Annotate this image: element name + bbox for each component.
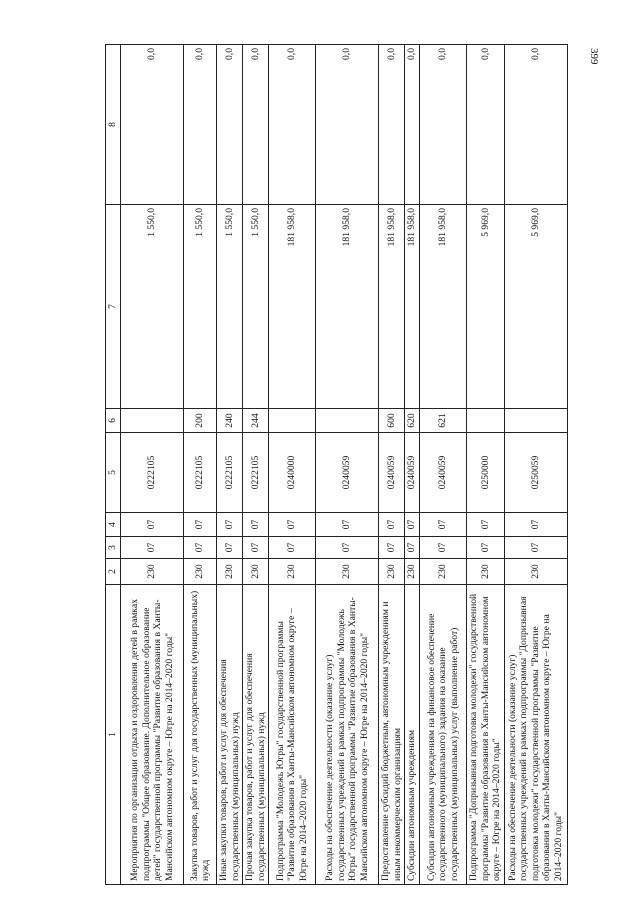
- table-cell: 0240059: [420, 433, 467, 513]
- row-name-cell: Иные закупки товаров, работ и услуг для обеспечения государственных (муниципальных) нужд: [217, 585, 243, 885]
- table-cell: 0240000: [269, 433, 316, 513]
- table-row: [217, 45, 243, 885]
- table-cell: 0222105: [243, 433, 269, 513]
- row-name-cell: Расходы на обеспечение деятельности (оказание услуг) государственных учреждений в рамках подпрограммы "Допризывная подготовка молодежи" государственной программы "Развитие образования в Ханты-Мансийском автономном округе – Югре на 2014–2020 годы": [504, 585, 567, 885]
- table-row: [504, 45, 567, 885]
- table-cell: 07: [405, 513, 420, 537]
- table-cell: 621: [420, 409, 467, 433]
- table-cell: 07: [504, 537, 567, 559]
- table-cell: 230: [467, 559, 505, 585]
- table-cell: 230: [269, 559, 316, 585]
- budget-table-sheet: [105, 45, 620, 885]
- table-cell: 230: [316, 559, 379, 585]
- table-cell: 07: [420, 537, 467, 559]
- table-cell: 07: [243, 513, 269, 537]
- table-cell: 200: [184, 409, 217, 433]
- table-cell: 07: [316, 537, 379, 559]
- table-cell: 230: [504, 559, 567, 585]
- table-cell: 230: [184, 559, 217, 585]
- table-cell: 07: [269, 513, 316, 537]
- table-cell: 07: [379, 537, 405, 559]
- header-cell: 3: [106, 537, 121, 559]
- table-cell: 0,0: [405, 45, 420, 205]
- row-name-cell: Подпрограмма "Молодежь Югры" государственной программы "Развитие образования в Ханты-Мансийском автономном округе – Югре на 2014–2020 годы": [269, 585, 316, 885]
- table-cell: 0240059: [405, 433, 420, 513]
- table-cell: 07: [467, 537, 505, 559]
- row-name-cell: Субсидии автономным учреждениям: [405, 585, 420, 885]
- table-cell: 1 550,0: [121, 205, 184, 409]
- table-cell: [121, 409, 184, 433]
- page-number: 399: [588, 48, 600, 65]
- table-cell: 1 550,0: [217, 205, 243, 409]
- table-cell: 0,0: [121, 45, 184, 205]
- table-cell: 0,0: [243, 45, 269, 205]
- table-cell: 07: [420, 513, 467, 537]
- table-cell: 07: [184, 513, 217, 537]
- table-cell: 240: [217, 409, 243, 433]
- table-cell: [316, 409, 379, 433]
- table-cell: 0,0: [504, 45, 567, 205]
- table-row: [467, 45, 505, 885]
- header-cell: 4: [106, 513, 121, 537]
- table-cell: 07: [184, 537, 217, 559]
- table-cell: 07: [316, 513, 379, 537]
- table-cell: 181 958,0: [269, 205, 316, 409]
- table-cell: 230: [420, 559, 467, 585]
- table-cell: 07: [121, 513, 184, 537]
- table-row: [405, 45, 420, 885]
- table-cell: 244: [243, 409, 269, 433]
- table-cell: 0222105: [121, 433, 184, 513]
- table-cell: 07: [269, 537, 316, 559]
- table-cell: 07: [379, 513, 405, 537]
- table-cell: [467, 409, 505, 433]
- table-cell: 0,0: [184, 45, 217, 205]
- header-cell: 7: [106, 205, 121, 409]
- table-cell: 230: [121, 559, 184, 585]
- table-cell: 230: [217, 559, 243, 585]
- table-row: [121, 45, 184, 885]
- table-cell: 0,0: [217, 45, 243, 205]
- table-cell: 07: [243, 537, 269, 559]
- table-cell: 600: [379, 409, 405, 433]
- row-name-cell: Подпрограмма "Допризывная подготовка молодежи" государственной программы "Развитие образования в Ханты-Мансийском автономном округе – Югре на 2014–2020 годы": [467, 585, 505, 885]
- table-cell: 620: [405, 409, 420, 433]
- table-cell: 1 550,0: [243, 205, 269, 409]
- table-row: [243, 45, 269, 885]
- table-cell: 181 958,0: [379, 205, 405, 409]
- row-name-cell: Мероприятия по организации отдыха и оздоровления детей в рамках подпрограммы "Общее образование. Дополнительное образование детей" государственной программы "Развитие образования в Ханты-Мансийском автономном округе – Югре на 2014–2020 годы": [121, 585, 184, 885]
- header-cell: 5: [106, 433, 121, 513]
- table-cell: 07: [405, 537, 420, 559]
- table-cell: 0,0: [467, 45, 505, 205]
- table-cell: 230: [379, 559, 405, 585]
- table-cell: 0,0: [420, 45, 467, 205]
- table-cell: 07: [121, 537, 184, 559]
- table-cell: 07: [217, 537, 243, 559]
- table-cell: 230: [243, 559, 269, 585]
- header-cell: 6: [106, 409, 121, 433]
- row-name-cell: Субсидии автономным учреждениям на финансовое обеспечение государственного (муниципального) задания на оказание государственных (муниципальных) услуг (выполнение работ): [420, 585, 467, 885]
- table-cell: 0222105: [217, 433, 243, 513]
- table-cell: 0240059: [316, 433, 379, 513]
- budget-table: [105, 44, 568, 885]
- header-cell: 2: [106, 559, 121, 585]
- table-row: [269, 45, 316, 885]
- header-cell: 1: [106, 585, 121, 885]
- table-cell: 181 958,0: [405, 205, 420, 409]
- row-name-cell: Расходы на обеспечение деятельности (оказание услуг) государственных учреждений в рамках подпрограммы "Молодежь Югры" государственной программы "Развитие образования в Ханты-Мансийском автономном округе – Югре на 2014–2020 годы": [316, 585, 379, 885]
- row-name-cell: Закупка товаров, работ и услуг для государственных (муниципальных) нужд: [184, 585, 217, 885]
- row-name-cell: Прочая закупка товаров, работ и услуг для обеспечения государственных (муниципальных) нужд: [243, 585, 269, 885]
- table-row: [316, 45, 379, 885]
- table-cell: 0,0: [269, 45, 316, 205]
- table-cell: 0,0: [379, 45, 405, 205]
- table-row: [184, 45, 217, 885]
- header-cell: 8: [106, 45, 121, 205]
- table-cell: 07: [217, 513, 243, 537]
- row-name-cell: Предоставление субсидий бюджетным, автономным учреждениям и иным некоммерческим организациям: [379, 585, 405, 885]
- table-cell: [504, 409, 567, 433]
- table-row: [420, 45, 467, 885]
- table-cell: 0,0: [316, 45, 379, 205]
- table-cell: 5 969,0: [504, 205, 567, 409]
- table-cell: 07: [467, 513, 505, 537]
- table-cell: 181 958,0: [420, 205, 467, 409]
- table-cell: 181 958,0: [316, 205, 379, 409]
- table-cell: 07: [504, 513, 567, 537]
- table-cell: 230: [405, 559, 420, 585]
- table-cell: 0250000: [467, 433, 505, 513]
- table-cell: 1 550,0: [184, 205, 217, 409]
- table-cell: 0240059: [379, 433, 405, 513]
- table-cell: [269, 409, 316, 433]
- table-cell: 0222105: [184, 433, 217, 513]
- header-row: [106, 45, 121, 885]
- table-row: [379, 45, 405, 885]
- table-cell: 5 969,0: [467, 205, 505, 409]
- table-cell: 0250059: [504, 433, 567, 513]
